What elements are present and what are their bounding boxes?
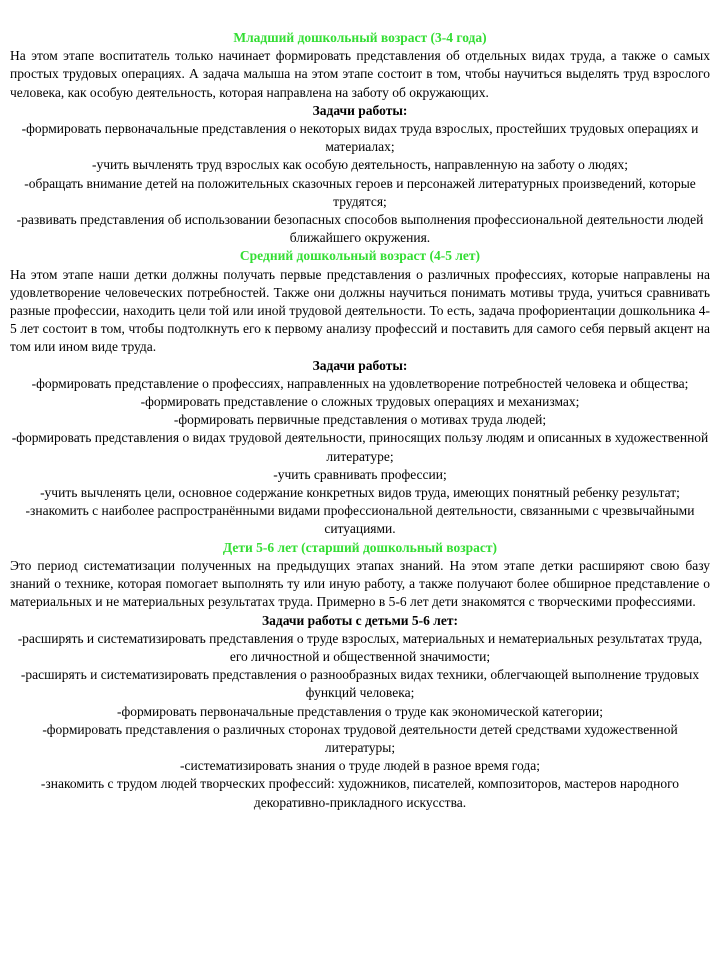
section-junior-age [10, 29, 710, 247]
task-item: -расширять и систематизировать представления о труде взрослых, материальных и нематериальных результатах труда, его личностной и общественной значимости; [17, 630, 703, 664]
task-item: -формировать представления о различных сторонах трудовой деятельности детей средствами художественной литературы; [42, 721, 678, 755]
task-item: -развивать представления об использовании безопасных способов выполнения профессиональной деятельности людей ближайшего окружения. [16, 212, 704, 246]
task-item: -расширять и систематизировать представления о разнообразных видах техники, облегчающей выполнение трудовых функций человека; [20, 667, 700, 701]
task-item: -знакомить с трудом людей творческих профессий: художников, писателей, композиторов, мастеров народного декоративно-прикладного искусства. [40, 776, 680, 810]
section-paragraph: На этом этапе воспитатель только начинает формировать представления об отдельных видах труда, а также о самых простых трудовых операциях. А задача малыша на этом этапе состоит в том, чтобы научиться выделять труд взрослого человека, как особую деятельность, которая направлена на заботу об окружающих. [10, 48, 710, 100]
task-item: -обращать внимание детей на положительных сказочных героев и персонажей литературных произведений, которые трудятся; [24, 175, 696, 209]
task-item: -формировать первичные представления о мотивах труда людей; [173, 412, 547, 428]
task-item: -формировать первоначальные представления о труде как экономической категории; [116, 703, 604, 719]
document-page [10, 29, 710, 812]
section-senior-age [10, 539, 710, 812]
tasks-title: Задачи работы: [312, 357, 408, 373]
task-item: -формировать представление о сложных трудовых операциях и механизмах; [140, 394, 580, 410]
task-item: -формировать представления о видах трудовой деятельности, приносящих пользу людям и описанных в художественной литературе; [11, 430, 709, 464]
task-item: -формировать первоначальные представления о некоторых видах труда взрослых, простейших трудовых операциях и материалах; [21, 121, 699, 155]
task-item: -знакомить с наиболее распространёнными видами профессиональной деятельности, связанными с чрезвычайными ситуациями. [25, 503, 695, 537]
task-item: -учить вычленять цели, основное содержание конкретных видов труда, имеющих понятный ребенку результат; [40, 485, 680, 501]
task-item: -систематизировать знания о труде людей в разное время года; [180, 758, 540, 774]
task-item: -учить вычленять труд взрослых как особую деятельность, направленную на заботу о людях; [91, 157, 629, 173]
section-middle-age [10, 247, 710, 538]
tasks-title: Задачи работы: [312, 102, 408, 118]
section-paragraph: На этом этапе наши детки должны получать первые представления о различных профессиях, которые направлены на удовлетворение человеческих потребностей. Также они должны научиться понимать мотивы труда, учиться сравнивать разные профессии, находить цели той или иной трудовой деятельности. То есть, задача профориентации дошкольника 4-5 лет состоит в том, чтобы подтолкнуть его к первому анализу профессий и поставить для самого себя первый акцент на том или ином виде труда. [10, 266, 710, 355]
section-heading: Младший дошкольный возраст (3-4 года) [233, 30, 487, 45]
task-item: -учить сравнивать профессии; [273, 466, 447, 482]
section-paragraph: Это период систематизации полученных на предыдущих этапах знаний. На этом этапе детки расширяют свою базу знаний о технике, которая помогает выполнять ту или иную работу, а также получают более обширное представление о материальных и не материальных результатах труда. Примерно в 5-6 лет дети знакомятся с творческими профессиями. [10, 557, 710, 610]
tasks-title: Задачи работы с детьми 5-6 лет: [261, 612, 458, 628]
task-item: -формировать представление о профессиях, направленных на удовлетворение потребностей человека и общества; [31, 375, 689, 391]
section-heading: Дети 5-6 лет (старший дошкольный возраст) [222, 539, 498, 555]
section-heading: Средний дошкольный возраст (4-5 лет) [239, 248, 481, 264]
